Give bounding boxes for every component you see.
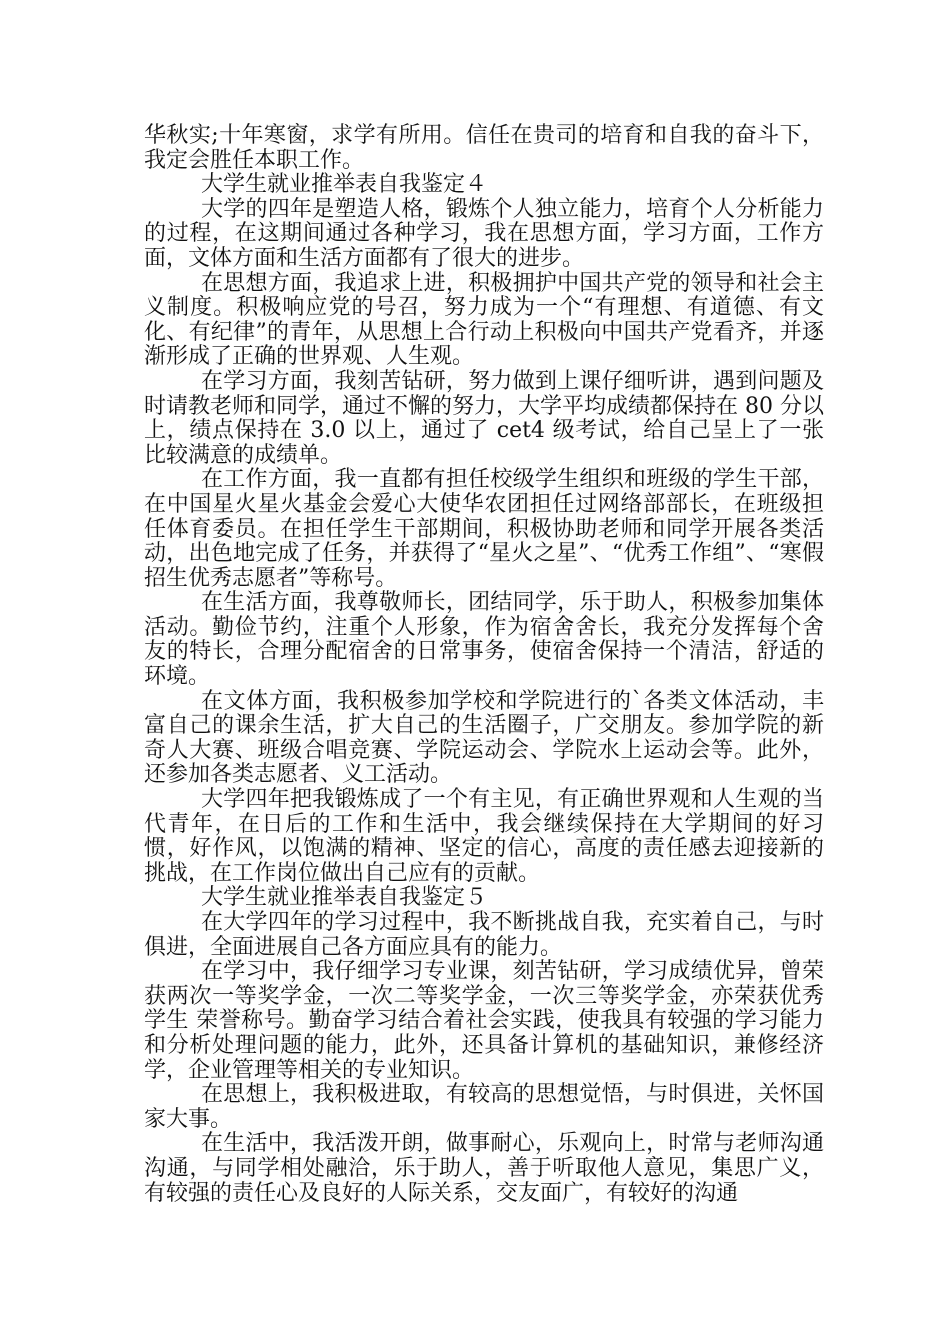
paragraph: 在思想方面，我追求上进，积极拥护中国共产党的领导和社会主义制度。积极响应党的号召，努力成为一个“有理想、有道德、有文化、有纪律”的青年，从思想上合行动上积极向中国共产党看齐，并逐渐形成了正确的世界观、人生观。 — [144, 270, 824, 370]
document-page — [144, 124, 824, 1206]
paragraph: 在学习中，我仔细学习专业课，刻苦钻研，学习成绩优异，曾荣获两次一等奖学金，一次二等奖学金，一次三等奖学金，亦荣获优秀学生 荣誉称号。勤奋学习结合着社会实践，使我具有较强的学习能力和分析处理问题的能力，此外，还具备计算机的基础知识，兼修经济学，企业管理等相关的专业知识。 — [144, 959, 824, 1083]
section-heading-4: 大学生就业推举表自我鉴定４ — [201, 172, 488, 198]
paragraph: 大学四年把我锻炼成了一个有主见，有正确世界观和人生观的当代青年，在日后的工作和生活中，我会继续保持在大学期间的好习惯，好作风，以饱满的精神、坚定的信心，高度的责任感去迎接新的挑战，在工作岗位做出自己应有的贡献。 — [144, 787, 824, 886]
paragraph: 在思想上，我积极进取，有较高的思想觉悟，与时俱进，关怀国家大事。 — [144, 1082, 824, 1132]
paragraph: 在学习方面，我刻苦钻研，努力做到上课仔细听讲，遇到问题及时请教老师和同学，通过不懈的努力，大学平均成绩都保持在 80 分以上，绩点保持在 3.0 以上，通过了 cet4 级考试，给自己呈上了一张比较满意的成绩单。 — [144, 368, 824, 468]
paragraph-continuation: 华秋实;十年寒窗，求学有所用。信任在贵司的培育和自我的奋斗下，我定会胜任本职工作。 — [144, 123, 824, 173]
section-heading-5: 大学生就业推举表自我鉴定５ — [201, 885, 488, 911]
paragraph: 在工作方面，我一直都有担任校级学生组织和班级的学生干部，在中国星火星火基金会爱心大使华农团担任过网络部部长，在班级担任体育委员。在担任学生干部期间，积极协助老师和同学开展各类活动，出色地完成了任务，并获得了“星火之星”、“优秀工作组”、“寒假招生优秀志愿者”等称号。 — [144, 467, 824, 591]
paragraph: 大学的四年是塑造人格，锻炼个人独立能力，培育个人分析能力的过程，在这期间通过各种学习，我在思想方面，学习方面，工作方面，文体方面和生活方面都有了很大的进步。 — [144, 196, 824, 271]
paragraph: 在生活方面，我尊敬师长，团结同学，乐于助人，积极参加集体活动。勤俭节约，注重个人形象，作为宿舍舍长，我充分发挥每个舍友的特长，合理分配宿舍的日常事务，使宿舍保持一个清洁，舒适的环境。 — [144, 590, 824, 690]
paragraph: 在文体方面，我积极参加学校和学院进行的`各类文体活动，丰富自己的课余生活，扩大自己的生活圈子，广交朋友。参加学院的新奇人大赛、班级合唱竞赛、学院运动会、学院水上运动会等。此外，还参加各类志愿者、义工活动。 — [144, 688, 824, 788]
paragraph: 在大学四年的学习过程中，我不断挑战自我，充实着自己，与时俱进，全面进展自己各方面应具有的能力。 — [144, 910, 824, 960]
paragraph: 在生活中，我活泼开朗，做事耐心，乐观向上，时常与老师沟通沟通，与同学相处融洽，乐于助人，善于听取他人意见，集思广义，有较强的责任心及良好的人际关系，交友面广，有较好的沟通 — [144, 1131, 824, 1206]
